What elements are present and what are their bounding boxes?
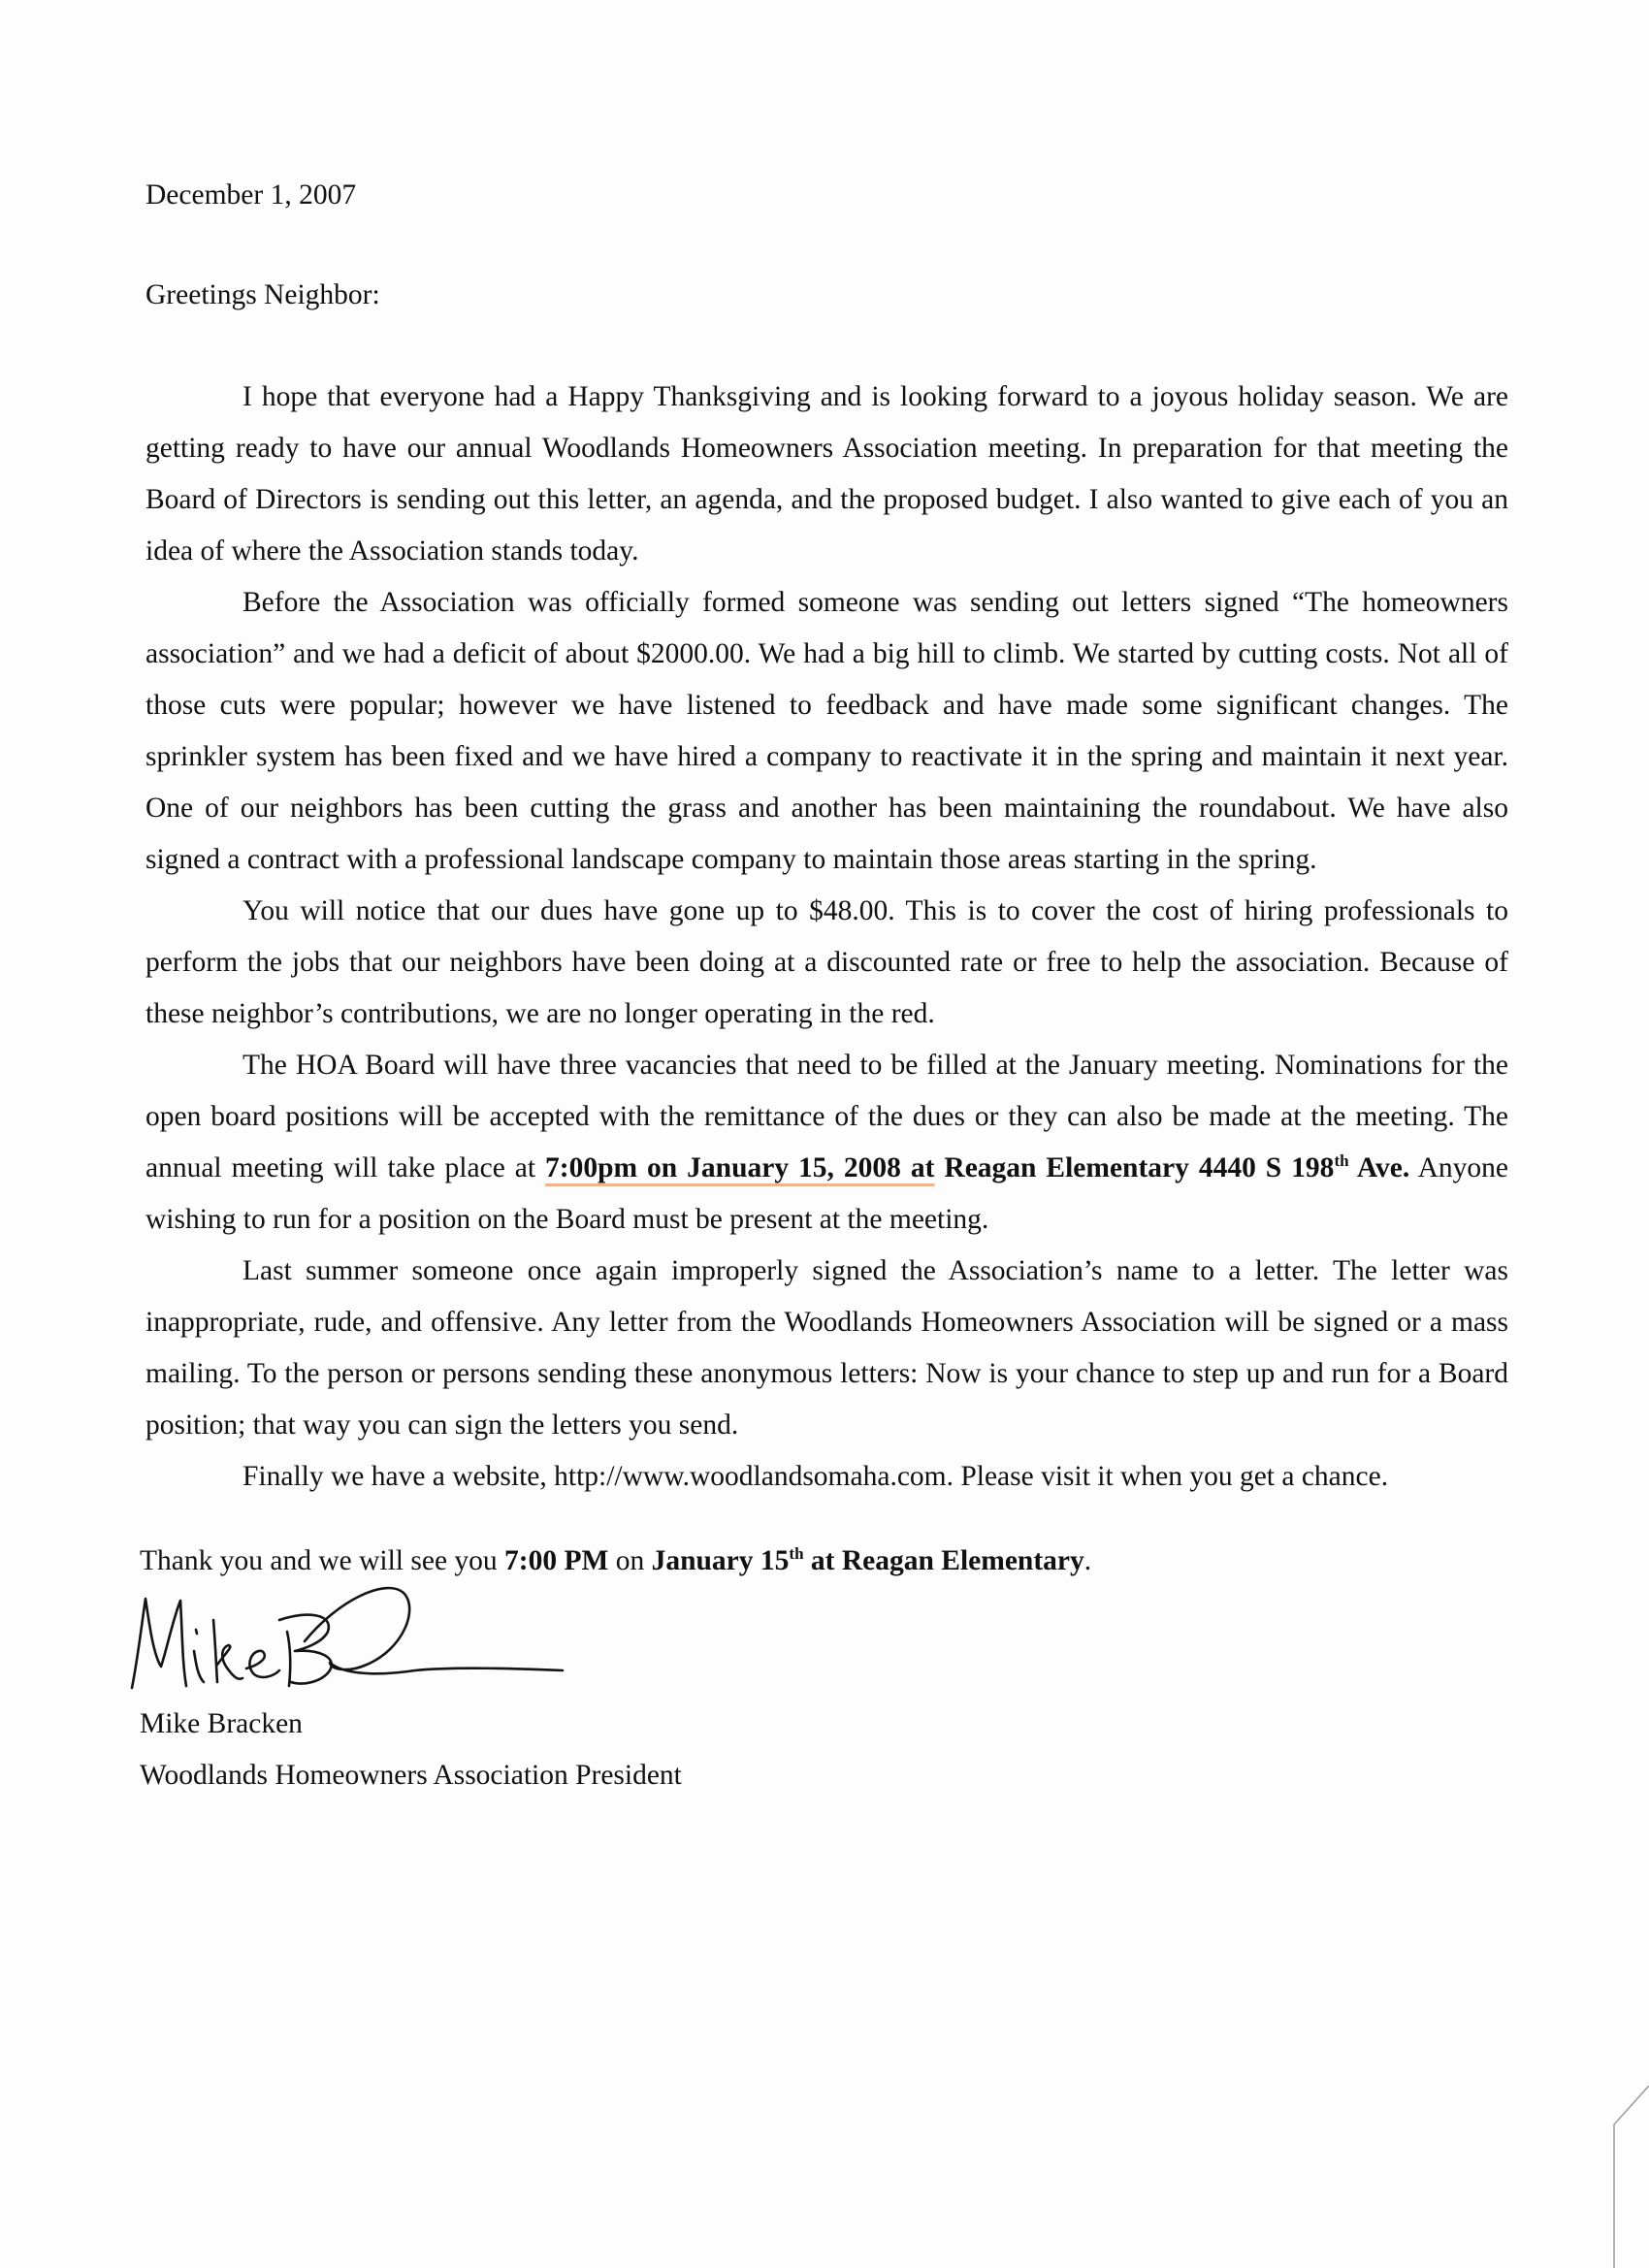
paragraph-association-history: Before the Association was officially formed someone was sending out letters signed “The homeowners association” and we had a deficit of about $2000.00. We had a big hill to climb. We started by cutting costs. Not all of those cuts were popular; however we have listened to feedback and have made some significant changes. The sprinkler system has been fixed and we have hired a company to reactivate it in the spring and maintain it next year. One of our neighbors has been cutting the grass and another has been maintaining the roundabout. We have also signed a contract with a professional landscape company to maintain those areas starting in the spring.: [146, 587, 1508, 875]
paragraph-dues: You will notice that our dues have gone up to $48.00. This is to cover the cost of hiring professionals to perform the jobs that our neighbors have been doing at a discounted rate or free to help the association. Because of these neighbor’s contributions, we are no longer operating in the red.: [146, 895, 1508, 1029]
closing-time: 7:00 PM: [504, 1545, 609, 1576]
letter-paragraphs: [146, 372, 1508, 1503]
meeting-place: Reagan Elementary 4440 S 198: [934, 1152, 1335, 1183]
handwritten-signature: [124, 1581, 570, 1702]
meeting-place-end: Ave.: [1348, 1152, 1410, 1183]
paragraph-website: Finally we have a website, http://www.woodlandsomaha.com. Please visit it when you get a chance.: [242, 1461, 1389, 1492]
closing-date-ordinal: th: [789, 1544, 804, 1564]
paragraph-improper-letters: Last summer someone once again improperly signed the Association’s name to a letter. The letter was inappropriate, rude, and offensive. Any letter from the Woodlands Homeowners Association will be signed or a mass mailing. To the person or persons sending these anonymous letters: Now is your chance to step up and run for a Board position; that way you can sign the letters you send.: [146, 1255, 1508, 1441]
meeting-time-highlight: 7:00pm on January 15, 2008 at: [545, 1152, 935, 1183]
paper-edge: [1610, 2086, 1649, 2268]
signer-name: Mike Bracken: [140, 1708, 303, 1739]
closing-on: on: [608, 1545, 652, 1576]
closing-date: January 15: [651, 1545, 790, 1576]
vacancies-requirement: Anyone wishing to run for a position on the Board must be present at the meeting.: [146, 1152, 1508, 1235]
letter-date: December 1, 2007: [146, 179, 357, 211]
closing-text: Thank you and we will see you: [140, 1545, 505, 1576]
closing-place: at Reagan Elementary: [803, 1545, 1084, 1576]
letter-body: [140, 170, 1508, 1587]
paragraph-thanksgiving: I hope that everyone had a Happy Thanksgiving and is looking forward to a joyous holiday season. We are getting ready to have our annual Woodlands Homeowners Association meeting. In preparation for that meeting the Board of Directors is sending out this letter, an agenda, and the proposed budget. I also wanted to give each of you an idea of where the Association stands today.: [146, 381, 1508, 567]
closing-period: .: [1083, 1545, 1092, 1576]
paragraph-board-vacancies: [146, 1040, 1508, 1246]
meeting-place-ordinal: th: [1334, 1151, 1349, 1171]
closing-line: [140, 1536, 1508, 1587]
signature-block: [140, 1699, 682, 1801]
signer-title: Woodlands Homeowners Association President: [140, 1760, 682, 1791]
vacancies-text: The HOA Board will have three vacancies that need to be filled at the January meeting. Nominations for the open board positions will be accepted with the remittance of the dues or they can also be made at the meeting. The annual meeting will take place at: [146, 1050, 1508, 1183]
letter-greeting: Greetings Neighbor:: [146, 279, 380, 310]
